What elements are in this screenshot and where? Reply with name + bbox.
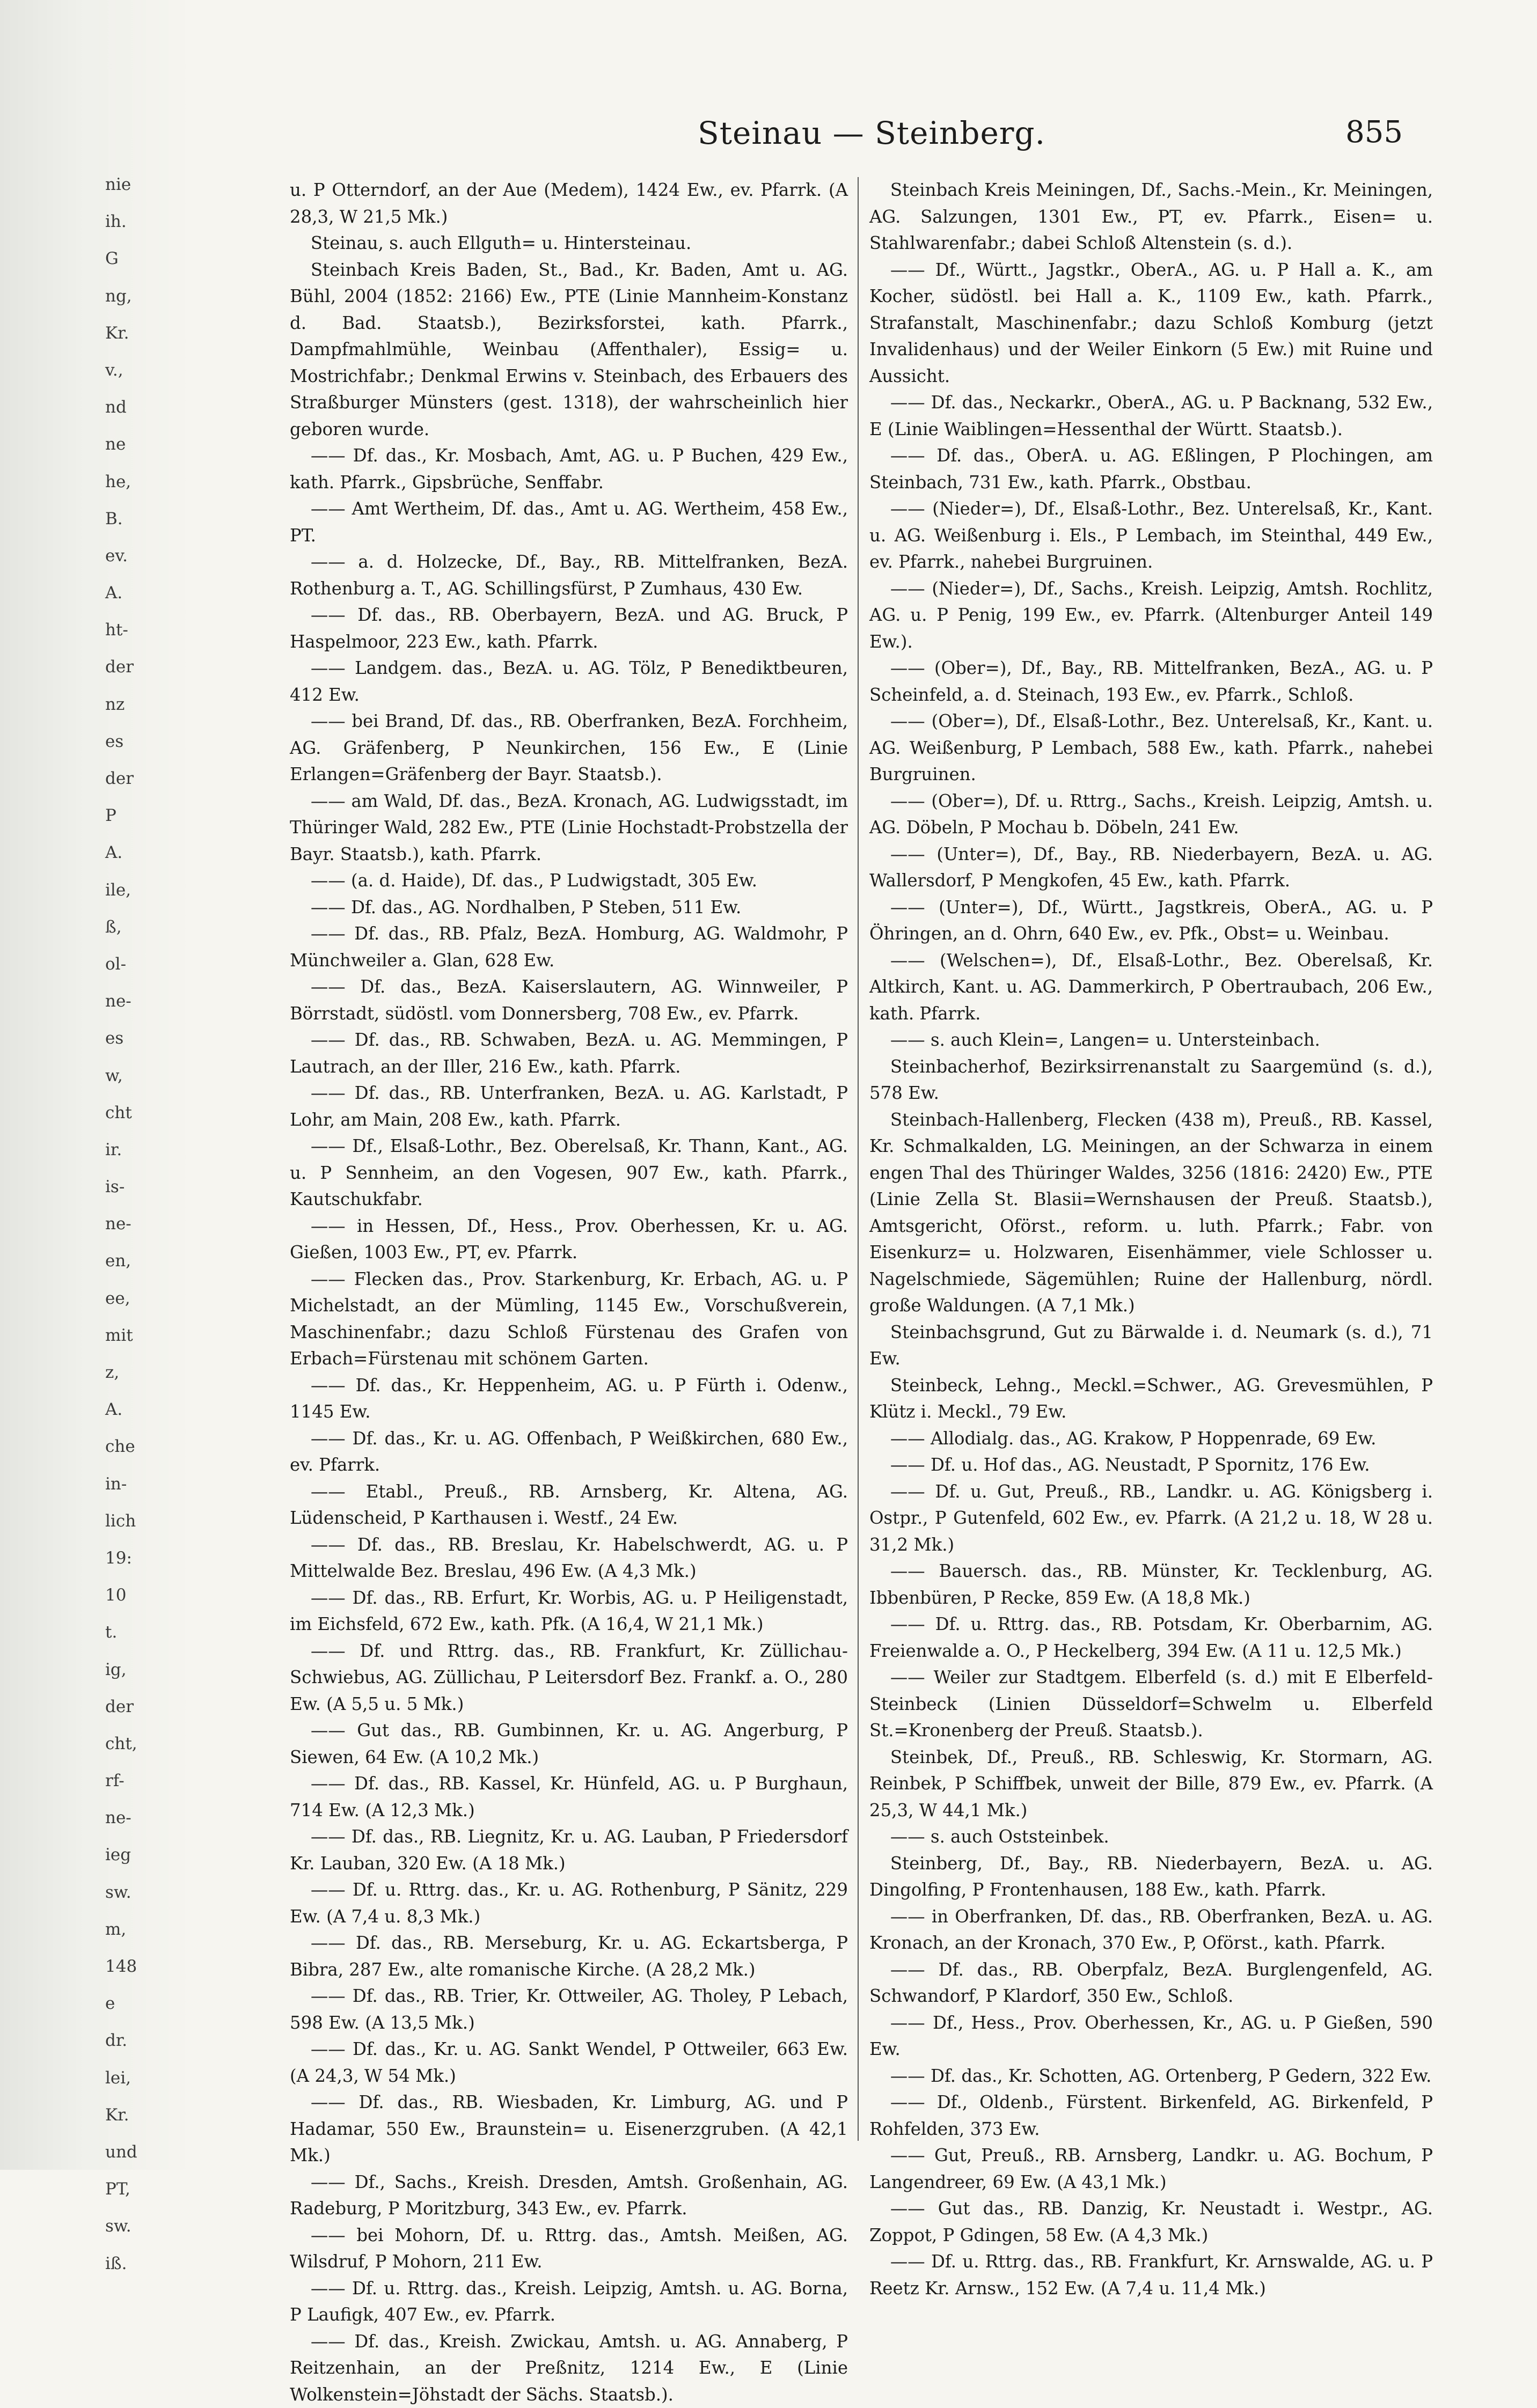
gazetteer-entry: —— Bauersch. das., RB. Münster, Kr. Tecklenburg, AG. Ibbenbüren, P Recke, 859 Ew. (A 18,8 Mk.) <box>869 1558 1433 1611</box>
gutter-fragment: ht- <box>105 612 164 649</box>
gazetteer-entry: —— bei Mohorn, Df. u. Rttrg. das., Amtsh. Meißen, AG. Wilsdruf, P Mohorn, 211 Ew. <box>290 2222 848 2275</box>
gutter-fragment: ne <box>105 426 164 463</box>
gazetteer-entry: —— bei Brand, Df. das., RB. Oberfranken, BezA. Forchheim, AG. Gräfenberg, P Neunkirchen, 156 Ew., E (Linie Erlangen=Gräfenberg der Bayr. Staatsb.). <box>290 708 848 788</box>
gazetteer-entry: —— (Unter=), Df., Bay., RB. Niederbayern, BezA. u. AG. Wallersdorf, P Mengkofen, 45 Ew., kath. Pfarrk. <box>869 841 1433 894</box>
gazetteer-entry: —— (Nieder=), Df., Sachs., Kreish. Leipzig, Amtsh. Rochlitz, AG. u. P Penig, 199 Ew., ev. Pfarrk. (Altenburger Anteil 149 Ew.). <box>869 576 1433 656</box>
gazetteer-entry: Steinbeck, Lehng., Meckl.=Schwer., AG. Grevesmühlen, P Klütz i. Meckl., 79 Ew. <box>869 1372 1433 1426</box>
gutter-fragment: A. <box>105 575 164 612</box>
gazetteer-entry: —— Df. das., RB. Schwaben, BezA. u. AG. Memmingen, P Lautrach, an der Iller, 216 Ew., kath. Pfarrk. <box>290 1027 848 1080</box>
gazetteer-entry: —— Df. das., Kr. u. AG. Offenbach, P Weißkirchen, 680 Ew., ev. Pfarrk. <box>290 1426 848 1479</box>
gutter-fragment: ig, <box>105 1651 164 1688</box>
gazetteer-entry: Steinbek, Df., Preuß., RB. Schleswig, Kr. Stormarn, AG. Reinbek, P Schiffbek, unweit der Bille, 879 Ew., ev. Pfarrk. (A 25,3, W 44,1 Mk.) <box>869 1744 1433 1824</box>
gazetteer-entry: —— in Oberfranken, Df. das., RB. Oberfranken, BezA. u. AG. Kronach, an der Kronach, 370 Ew., P, Oförst., kath. Pfarrk. <box>869 1904 1433 1957</box>
gazetteer-entry: —— Df. u. Hof das., AG. Neustadt, P Spornitz, 176 Ew. <box>869 1452 1433 1479</box>
gazetteer-entry: —— (Ober=), Df., Bay., RB. Mittelfranken, BezA., AG. u. P Scheinfeld, a. d. Steinach, 193 Ew., ev. Pfarrk., Schloß. <box>869 655 1433 708</box>
gazetteer-entry: —— Df. das., RB. Merseburg, Kr. u. AG. Eckartsberga, P Bibra, 287 Ew., alte romanische Kirche. (A 28,2 Mk.) <box>290 1930 848 1983</box>
gutter-fragment: A. <box>105 1391 164 1428</box>
right-column <box>869 177 1433 2141</box>
gutter-fragment: t. <box>105 1614 164 1651</box>
gazetteer-entry: —— Df. das., Neckarkr., OberA., AG. u. P Backnang, 532 Ew., E (Linie Waiblingen=Hessenthal der Württ. Staatsb.). <box>869 390 1433 443</box>
gazetteer-entry: Steinbacherhof, Bezirksirrenanstalt zu Saargemünd (s. d.), 578 Ew. <box>869 1054 1433 1107</box>
gutter-fragment: en, <box>105 1243 164 1280</box>
gutter-fragment: A. <box>105 834 164 871</box>
gutter-fragment: che <box>105 1428 164 1465</box>
gazetteer-entry: —— (a. d. Haide), Df. das., P Ludwigstadt, 305 Ew. <box>290 868 848 894</box>
gazetteer-entry: —— Df. das., BezA. Kaiserslautern, AG. Winnweiler, P Börrstadt, südöstl. vom Donnersberg, 708 Ew., ev. Pfarrk. <box>290 974 848 1027</box>
gazetteer-entry: —— (Unter=), Df., Württ., Jagstkreis, OberA., AG. u. P Öhringen, an d. Ohrn, 640 Ew., ev. Pfk., Obst= u. Weinbau. <box>869 894 1433 948</box>
column-rule <box>858 177 859 2141</box>
previous-page-gutter <box>0 0 199 2170</box>
gazetteer-entry: Steinberg, Df., Bay., RB. Niederbayern, BezA. u. AG. Dingolfing, P Frontenhausen, 188 Ew., kath. Pfarrk. <box>869 1851 1433 1904</box>
gutter-fragment: iß. <box>105 2245 164 2282</box>
gazetteer-entry: —— Landgem. das., BezA. u. AG. Tölz, P Benediktbeuren, 412 Ew. <box>290 655 848 708</box>
gutter-fragment: der <box>105 760 164 797</box>
gutter-fragment: e <box>105 1985 164 2022</box>
gazetteer-entry: —— (Ober=), Df., Elsaß-Lothr., Bez. Unterelsaß, Kr., Kant. u. AG. Weißenburg, P Lembach, 588 Ew., kath. Pfarrk., nahebei Burgruinen. <box>869 708 1433 788</box>
gutter-fragments <box>105 166 164 2282</box>
gazetteer-entry: —— Allodialg. das., AG. Krakow, P Hoppenrade, 69 Ew. <box>869 1426 1433 1452</box>
gutter-fragment: lich <box>105 1503 164 1540</box>
gutter-fragment: ß, <box>105 909 164 946</box>
gazetteer-entry: Steinau, s. auch Ellguth= u. Hintersteinau. <box>290 230 848 257</box>
gazetteer-entry: —— Df. das., Kreish. Zwickau, Amtsh. u. AG. Annaberg, P Reitzenhain, an der Preßnitz, 1214 Ew., E (Linie Wolkenstein=Jöhstadt der Sächs. Staatsb.). <box>290 2329 848 2408</box>
gutter-fragment: ne- <box>105 1800 164 1837</box>
gutter-fragment: rf- <box>105 1763 164 1800</box>
gazetteer-entry: —— Df. u. Rttrg. das., RB. Frankfurt, Kr. Arnswalde, AG. u. P Reetz Kr. Arnsw., 152 Ew. (A 7,4 u. 11,4 Mk.) <box>869 2249 1433 2302</box>
gazetteer-entry: —— Df. u. Rttrg. das., Kr. u. AG. Rothenburg, P Sänitz, 229 Ew. (A 7,4 u. 8,3 Mk.) <box>290 1877 848 1930</box>
gazetteer-entry: —— s. auch Klein=, Langen= u. Untersteinbach. <box>869 1027 1433 1054</box>
gutter-fragment: ir. <box>105 1132 164 1169</box>
gutter-fragment: ih. <box>105 203 164 240</box>
gazetteer-entry: —— a. d. Holzecke, Df., Bay., RB. Mittelfranken, BezA. Rothenburg a. T., AG. Schillingsfürst, P Zumhaus, 430 Ew. <box>290 549 848 602</box>
gazetteer-entry: Steinbach-Hallenberg, Flecken (438 m), Preuß., RB. Kassel, Kr. Schmalkalden, LG. Meiningen, an der Schwarza in einem engen Thal des Thüringer Waldes, 3256 (1816: 2420) Ew., PTE (Linie Zella St. Blasii=Wernshausen der Preuß. Staatsb.), Amtsgericht, Oförst., reform. u. luth. Pfarrk.; Fabr. von Eisenkurz= u. Holzwaren, Eisenhämmer, viele Schlosser u. Nagelschmiede, Sägemühlen; Ruine der Hallenburg, nördl. große Waldungen. (A 7,1 Mk.) <box>869 1107 1433 1319</box>
gazetteer-entry: —— Df., Hess., Prov. Oberhessen, Kr., AG. u. P Gießen, 590 Ew. <box>869 2010 1433 2063</box>
gutter-fragment: der <box>105 1688 164 1726</box>
gazetteer-entry: —— Df. das., RB. Pfalz, BezA. Homburg, AG. Waldmohr, P Münchweiler a. Glan, 628 Ew. <box>290 921 848 974</box>
gazetteer-entry: Steinbachsgrund, Gut zu Bärwalde i. d. Neumark (s. d.), 71 Ew. <box>869 1319 1433 1372</box>
gutter-fragment: und <box>105 2134 164 2171</box>
gazetteer-entry: —— Gut das., RB. Gumbinnen, Kr. u. AG. Angerburg, P Siewen, 64 Ew. (A 10,2 Mk.) <box>290 1717 848 1771</box>
gazetteer-entry: —— Df. das., RB. Oberbayern, BezA. und AG. Bruck, P Haspelmoor, 223 Ew., kath. Pfarrk. <box>290 602 848 655</box>
gutter-fragment: cht, <box>105 1726 164 1763</box>
gazetteer-entry: —— am Wald, Df. das., BezA. Kronach, AG. Ludwigsstadt, im Thüringer Wald, 282 Ew., PTE (Linie Hochstadt-Probstzella der Bayr. Staatsb.), kath. Pfarrk. <box>290 788 848 868</box>
gutter-fragment: der <box>105 649 164 686</box>
gazetteer-entry: —— Df. das., Kr. Mosbach, Amt, AG. u. P Buchen, 429 Ew., kath. Pfarrk., Gipsbrüche, Senffabr. <box>290 443 848 496</box>
gazetteer-entry: —— in Hessen, Df., Hess., Prov. Oberhessen, Kr. u. AG. Gießen, 1003 Ew., PT, ev. Pfarrk. <box>290 1213 848 1266</box>
gazetteer-entry: —— Df., Sachs., Kreish. Dresden, Amtsh. Großenhain, AG. Radeburg, P Moritzburg, 343 Ew., ev. Pfarrk. <box>290 2169 848 2222</box>
page-number: 855 <box>1345 115 1403 150</box>
gazetteer-entry: —— Df. und Rttrg. das., RB. Frankfurt, Kr. Züllichau-Schwiebus, AG. Züllichau, P Leitersdorf Bez. Frankf. a. O., 280 Ew. (A 5,5 u. 5 Mk.) <box>290 1638 848 1718</box>
gutter-fragment: ne- <box>105 1206 164 1243</box>
gutter-fragment: ieg <box>105 1837 164 1874</box>
gutter-fragment: z, <box>105 1354 164 1391</box>
gutter-fragment: Kr. <box>105 2097 164 2134</box>
gazetteer-entry: —— Etabl., Preuß., RB. Arnsberg, Kr. Altena, AG. Lüdenscheid, P Karthausen i. Westf., 24 Ew. <box>290 1479 848 1532</box>
gazetteer-entry: —— Df. u. Gut, Preuß., RB., Landkr. u. AG. Königsberg i. Ostpr., P Gutenfeld, 602 Ew., ev. Pfarrk. (A 21,2 u. 18, W 28 u. 31,2 Mk.) <box>869 1479 1433 1559</box>
gutter-fragment: 19: <box>105 1540 164 1577</box>
gutter-fragment: B. <box>105 501 164 538</box>
gutter-fragment: lei, <box>105 2060 164 2097</box>
gazetteer-entry: —— (Ober=), Df. u. Rttrg., Sachs., Kreish. Leipzig, Amtsh. u. AG. Döbeln, P Mochau b. Döbeln, 241 Ew. <box>869 788 1433 841</box>
gutter-fragment: ol- <box>105 946 164 983</box>
gazetteer-entry: —— Df., Elsaß-Lothr., Bez. Oberelsaß, Kr. Thann, Kant., AG. u. P Sennheim, an den Vogesen, 907 Ew., kath. Pfarrk., Kautschukfabr. <box>290 1133 848 1213</box>
gazetteer-entry: —— (Welschen=), Df., Elsaß-Lothr., Bez. Oberelsaß, Kr. Altkirch, Kant. u. AG. Dammerkirch, P Obertraubach, 206 Ew., kath. Pfarrk. <box>869 948 1433 1027</box>
page-title: Steinau — Steinberg. <box>698 115 1045 151</box>
gutter-fragment: PT, <box>105 2171 164 2208</box>
gazetteer-entry: —— Df. u. Rttrg. das., Kreish. Leipzig, Amtsh. u. AG. Borna, P Laufigk, 407 Ew., ev. Pfarrk. <box>290 2275 848 2329</box>
gutter-fragment: G <box>105 240 164 277</box>
gutter-fragment: m, <box>105 1911 164 1948</box>
gutter-fragment: is- <box>105 1169 164 1206</box>
gazetteer-entry: —— s. auch Oststeinbek. <box>869 1824 1433 1851</box>
gazetteer-entry: —— Df., Oldenb., Fürstent. Birkenfeld, AG. Birkenfeld, P Rohfelden, 373 Ew. <box>869 2089 1433 2142</box>
gazetteer-entry: Steinbach Kreis Meiningen, Df., Sachs.-Mein., Kr. Meiningen, AG. Salzungen, 1301 Ew., PT, ev. Pfarrk., Eisen= u. Stahlwarenfabr.; dabei Schloß Altenstein (s. d.). <box>869 177 1433 257</box>
gazetteer-entry: —— Df. das., RB. Trier, Kr. Ottweiler, AG. Tholey, P Lebach, 598 Ew. (A 13,5 Mk.) <box>290 1983 848 2036</box>
gazetteer-entry: —— Gut, Preuß., RB. Arnsberg, Landkr. u. AG. Bochum, P Langendreer, 69 Ew. (A 43,1 Mk.) <box>869 2142 1433 2196</box>
running-head <box>0 115 1537 158</box>
gazetteer-entry: —— Df. das., RB. Unterfranken, BezA. u. AG. Karlstadt, P Lohr, am Main, 208 Ew., kath. Pfarrk. <box>290 1080 848 1133</box>
gazetteer-entry: —— Df. das., RB. Wiesbaden, Kr. Limburg, AG. und P Hadamar, 550 Ew., Braunstein= u. Eisenerzgruben. (A 42,1 Mk.) <box>290 2089 848 2169</box>
gutter-fragment: ne- <box>105 983 164 1020</box>
gazetteer-entry: —— Df. das., OberA. u. AG. Eßlingen, P Plochingen, am Steinbach, 731 Ew., kath. Pfarrk., Obstbau. <box>869 443 1433 496</box>
left-column <box>290 177 848 2141</box>
gutter-fragment: sw. <box>105 2208 164 2245</box>
gazetteer-entry: Steinbach Kreis Baden, St., Bad., Kr. Baden, Amt u. AG. Bühl, 2004 (1852: 2166) Ew., PTE (Linie Mannheim-Konstanz d. Bad. Staatsb.), Bezirksforstei, kath. Pfarrk., Dampfmahlmühle, Weinbau (Affenthaler), Essig= u. Mostrichfabr.; Denkmal Erwins v. Steinbach, des Erbauers des Straßburger Münsters (gest. 1318), der wahrscheinlich hier geboren wurde. <box>290 257 848 443</box>
gazetteer-entry: —— Df. das., RB. Breslau, Kr. Habelschwerdt, AG. u. P Mittelwalde Bez. Breslau, 496 Ew. (A 4,3 Mk.) <box>290 1532 848 1585</box>
gazetteer-entry: —— Df. das., AG. Nordhalben, P Steben, 511 Ew. <box>290 894 848 921</box>
gazetteer-entry: —— Weiler zur Stadtgem. Elberfeld (s. d.) mit E Elberfeld-Steinbeck (Linien Düsseldorf=Schwelm u. Elberfeld St.=Kronenberg der Preuß. Staatsb.). <box>869 1664 1433 1744</box>
gazetteer-entry: u. P Otterndorf, an der Aue (Medem), 1424 Ew., ev. Pfarrk. (A 28,3, W 21,5 Mk.) <box>290 177 848 230</box>
gazetteer-entry: —— Df. das., RB. Oberpfalz, BezA. Burglengenfeld, AG. Schwandorf, P Klardorf, 350 Ew., Schloß. <box>869 1957 1433 2010</box>
gazetteer-entry: —— Df., Württ., Jagstkr., OberA., AG. u. P Hall a. K., am Kocher, südöstl. bei Hall a. K., 1109 Ew., kath. Pfarrk., Strafanstalt, Maschinenfabr.; dazu Schloß Komburg (jetzt Invalidenhaus) und der Weiler Einkorn (5 Ew.) mit Ruine und Aussicht. <box>869 257 1433 390</box>
gutter-fragment: es <box>105 723 164 760</box>
gutter-fragment: P <box>105 797 164 834</box>
gutter-fragment: ee, <box>105 1280 164 1317</box>
gutter-fragment: dr. <box>105 2022 164 2059</box>
gutter-fragment: sw. <box>105 1874 164 1911</box>
gutter-fragment: nz <box>105 686 164 723</box>
gazetteer-entry: —— Df. das., RB. Liegnitz, Kr. u. AG. Lauban, P Friedersdorf Kr. Lauban, 320 Ew. (A 18 Mk.) <box>290 1824 848 1877</box>
gutter-fragment: 148 <box>105 1948 164 1985</box>
gutter-fragment: cht <box>105 1095 164 1132</box>
gutter-fragment: mit <box>105 1317 164 1354</box>
gutter-fragment: in- <box>105 1466 164 1503</box>
gazetteer-entry: —— Df. das., Kr. u. AG. Sankt Wendel, P Ottweiler, 663 Ew. (A 24,3, W 54 Mk.) <box>290 2036 848 2089</box>
gutter-fragment: w, <box>105 1058 164 1095</box>
gazetteer-entry: —— Amt Wertheim, Df. das., Amt u. AG. Wertheim, 458 Ew., PT. <box>290 496 848 549</box>
gazetteer-entry: —— Df. das., Kr. Heppenheim, AG. u. P Fürth i. Odenw., 1145 Ew. <box>290 1372 848 1426</box>
gutter-fragment: nd <box>105 389 164 426</box>
gazetteer-entry: —— Df. u. Rttrg. das., RB. Potsdam, Kr. Oberbarnim, AG. Freienwalde a. O., P Heckelberg, 394 Ew. (A 11 u. 12,5 Mk.) <box>869 1611 1433 1664</box>
gutter-fragment: 10 <box>105 1577 164 1614</box>
gutter-fragment: es <box>105 1020 164 1057</box>
gazetteer-entry: —— Flecken das., Prov. Starkenburg, Kr. Erbach, AG. u. P Michelstadt, an der Mümling, 1145 Ew., Vorschußverein, Maschinenfabr.; dazu Schloß Fürstenau des Grafen von Erbach=Fürstenau mit schönem Garten. <box>290 1266 848 1372</box>
gutter-fragment: ile, <box>105 872 164 909</box>
gazetteer-entry: —— Df. das., RB. Erfurt, Kr. Worbis, AG. u. P Heiligenstadt, im Eichsfeld, 672 Ew., kath. Pfk. (A 16,4, W 21,1 Mk.) <box>290 1585 848 1638</box>
gazetteer-entry: —— Gut das., RB. Danzig, Kr. Neustadt i. Westpr., AG. Zoppot, P Gdingen, 58 Ew. (A 4,3 Mk.) <box>869 2196 1433 2249</box>
gutter-fragment: v., <box>105 352 164 389</box>
gutter-fragment: nie <box>105 166 164 203</box>
gazetteer-entry: —— Df. das., RB. Kassel, Kr. Hünfeld, AG. u. P Burghaun, 714 Ew. (A 12,3 Mk.) <box>290 1771 848 1824</box>
gutter-fragment: ev. <box>105 538 164 575</box>
gazetteer-entry: —— (Nieder=), Df., Elsaß-Lothr., Bez. Unterelsaß, Kr., Kant. u. AG. Weißenburg i. Els., P Lembach, im Steinthal, 449 Ew., ev. Pfarrk., nahebei Burgruinen. <box>869 496 1433 576</box>
gazetteer-entry: —— Df. das., Kr. Schotten, AG. Ortenberg, P Gedern, 322 Ew. <box>869 2063 1433 2090</box>
gutter-fragment: he, <box>105 464 164 501</box>
gutter-fragment: Kr. <box>105 315 164 352</box>
gutter-fragment: ng, <box>105 278 164 315</box>
